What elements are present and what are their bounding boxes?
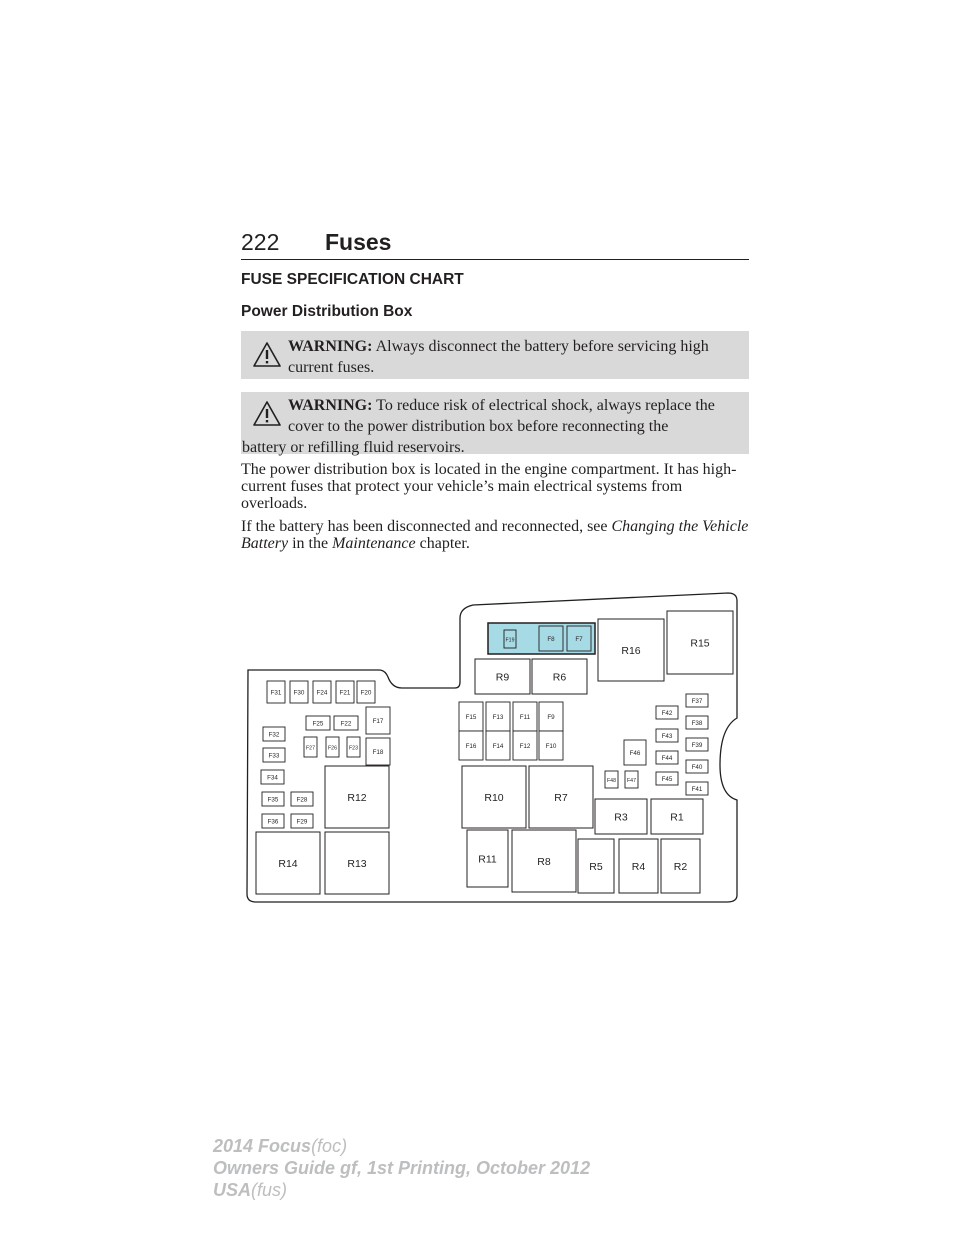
footer-model-name: 2014 Focus <box>213 1136 312 1156</box>
relay-r7 <box>529 766 593 828</box>
fuse-f34 <box>261 770 284 784</box>
fuse-f15 <box>459 702 483 731</box>
fuse-f45 <box>656 772 678 785</box>
relay-label: R15 <box>690 637 710 650</box>
fuse-f44 <box>656 751 678 764</box>
fuse-f13 <box>486 702 510 731</box>
fuse-f39 <box>686 738 708 751</box>
relay-label: R14 <box>278 858 298 870</box>
fuse-label: F48 <box>607 777 616 784</box>
warning-text: To reduce risk of electrical shock, always replace the cover to the power distribution box before reconnecting the <box>288 397 715 435</box>
relay-label: R9 <box>495 671 510 684</box>
section-title: Fuses <box>325 229 392 255</box>
footer-market <box>213 1179 287 1201</box>
fuse-f32 <box>263 727 285 741</box>
fuse-label: F41 <box>691 785 703 793</box>
fuse-f42 <box>656 706 678 719</box>
fuse-f35 <box>262 792 284 806</box>
fuse-label: F38 <box>691 719 703 727</box>
fuse-label: F7 <box>575 635 583 643</box>
power-distribution-box-diagram <box>240 590 760 910</box>
fuse-label: F30 <box>293 689 305 697</box>
fuse-label: F15 <box>465 713 477 721</box>
relay-label: R2 <box>673 861 688 873</box>
warning-box-2 <box>241 392 749 454</box>
fuse-label: F33 <box>268 752 280 760</box>
fuse-label: F42 <box>661 709 673 717</box>
relay-r14 <box>256 832 320 894</box>
fuse-label: F29 <box>296 818 308 826</box>
relay-r6 <box>532 659 587 694</box>
relay-label: R5 <box>589 861 603 873</box>
fuse-label: F34 <box>267 774 278 782</box>
fuse-label: F47 <box>627 777 636 784</box>
relay-label: R11 <box>478 853 497 866</box>
cross-reference-maintenance[interactable]: Maintenance <box>332 535 416 552</box>
fuse-f26 <box>326 737 339 757</box>
fuse-label: F44 <box>661 754 673 762</box>
fuse-f25 <box>306 716 330 730</box>
fuse-label: F45 <box>661 775 673 783</box>
fuse-label: F10 <box>545 742 557 750</box>
fuse-f29 <box>291 814 313 828</box>
fuse-f10 <box>539 731 563 760</box>
fuse-f37 <box>686 694 708 707</box>
warning-text: Always disconnect the battery before servicing high current fuses. <box>288 338 709 376</box>
location-paragraph: The power distribution box is located in the engine compartment. It has high-current fuses that protect your vehicle’s main electrical systems from overloads. <box>241 461 737 512</box>
page-number: 222 <box>241 229 280 255</box>
relay-label: R4 <box>631 861 646 873</box>
fuse-f21 <box>336 681 354 703</box>
fuse-f28 <box>291 792 313 806</box>
para-text: in the <box>288 535 333 552</box>
fuse-label: F12 <box>519 742 531 750</box>
relay-r16 <box>598 619 664 681</box>
warning-label: WARNING: <box>288 338 373 355</box>
fuse-f36 <box>262 814 284 828</box>
relay-label: R3 <box>614 811 628 824</box>
fuse-f18 <box>366 738 390 765</box>
relay-r11 <box>467 830 508 887</box>
fuse-label: F16 <box>465 742 477 750</box>
fuse-f17 <box>366 707 390 734</box>
relay-r4 <box>619 839 658 893</box>
fuse-f19 <box>504 630 516 648</box>
fuse-label: F32 <box>268 731 280 739</box>
fuse-f38 <box>686 716 708 729</box>
fuse-label: F39 <box>691 741 703 749</box>
fuse-label: F31 <box>270 689 282 697</box>
fuse-f46 <box>624 740 646 765</box>
fuse-label: F22 <box>340 720 352 728</box>
fuse-label: F27 <box>306 745 315 752</box>
fuse-f8 <box>539 626 563 651</box>
fuse-label: F46 <box>629 749 641 757</box>
footer-market-code: (fus) <box>251 1180 288 1200</box>
relay-label: R10 <box>484 792 504 804</box>
fuse-f11 <box>513 702 537 731</box>
relay-r1 <box>651 799 703 834</box>
fuse-label: F11 <box>519 713 531 721</box>
fuse-f23 <box>347 737 360 757</box>
relay-label: R12 <box>347 792 367 804</box>
footer-guide: Owners Guide gf, 1st Printing, October 2012 <box>213 1158 591 1178</box>
fuse-f33 <box>263 748 285 762</box>
warning-triangle-icon <box>253 401 281 426</box>
fuse-f20 <box>357 681 375 703</box>
warning-label: WARNING: <box>288 397 373 414</box>
fuse-f9 <box>539 702 563 731</box>
footer-market-name: USA <box>213 1180 252 1200</box>
relay-r13 <box>325 832 389 894</box>
fuse-label: F35 <box>267 796 279 804</box>
chart-heading: FUSE SPECIFICATION CHART <box>241 271 464 288</box>
fuse-label: F36 <box>267 818 279 826</box>
relay-r8 <box>512 830 576 892</box>
header-rule <box>241 259 749 260</box>
fuse-f16 <box>459 731 483 760</box>
relay-r15 <box>667 611 733 674</box>
fuse-label: F9 <box>547 713 555 721</box>
fuse-label: F20 <box>360 689 372 697</box>
relay-label: R8 <box>537 856 551 868</box>
fuse-label: F21 <box>339 689 351 697</box>
relay-label: R7 <box>554 792 568 804</box>
fuse-f14 <box>486 731 510 760</box>
fuse-f40 <box>686 760 708 773</box>
fuse-label: F19 <box>505 637 515 644</box>
relay-r12 <box>325 766 389 828</box>
fuse-f41 <box>686 782 708 795</box>
warning-box-1 <box>241 331 749 379</box>
fuse-f48 <box>605 771 618 788</box>
fuse-f24 <box>313 681 331 703</box>
cross-reference-battery[interactable]: Changing the Vehicle Battery <box>241 518 749 552</box>
fuse-label: F8 <box>547 635 555 643</box>
fuse-label: F43 <box>661 732 673 740</box>
chart-subheading: Power Distribution Box <box>241 303 413 320</box>
fuse-f22 <box>334 716 358 730</box>
fuse-f12 <box>513 731 537 760</box>
para-text: If the battery has been disconnected and reconnected, see <box>241 518 612 535</box>
fuse-label: F24 <box>316 689 328 697</box>
fuse-label: F17 <box>372 717 384 725</box>
fuse-label: F25 <box>312 720 324 728</box>
relay-label: R1 <box>670 811 684 824</box>
para-text: chapter. <box>415 535 470 552</box>
fuse-label: F14 <box>492 742 504 750</box>
relay-r2 <box>661 839 700 893</box>
fuse-f7 <box>567 626 591 651</box>
warning-triangle-icon <box>253 342 281 367</box>
fuse-label: F28 <box>296 796 308 804</box>
fuse-label: F26 <box>328 745 337 752</box>
relay-label: R13 <box>347 858 367 870</box>
fuse-label: F40 <box>691 763 703 771</box>
footer-model-code: (foc) <box>311 1136 348 1156</box>
fuse-f31 <box>267 681 285 703</box>
relay-r9 <box>475 659 530 694</box>
fuse-f27 <box>304 737 317 757</box>
relay-r3 <box>595 799 647 834</box>
fuse-f47 <box>625 771 638 788</box>
relay-r10 <box>462 766 526 828</box>
fuse-label: F23 <box>349 745 358 752</box>
footer-model <box>213 1135 347 1157</box>
relay-label: R16 <box>621 645 641 657</box>
battery-paragraph <box>241 518 751 552</box>
relay-label: R6 <box>552 671 567 684</box>
fuse-label: F18 <box>372 748 384 756</box>
warning-text-continued: battery or refilling fluid reservoirs. <box>242 439 465 456</box>
fuse-label: F13 <box>492 713 504 721</box>
relay-r5 <box>578 839 614 893</box>
fuse-f43 <box>656 729 678 742</box>
fuse-f30 <box>290 681 308 703</box>
fuse-label: F37 <box>691 697 703 705</box>
